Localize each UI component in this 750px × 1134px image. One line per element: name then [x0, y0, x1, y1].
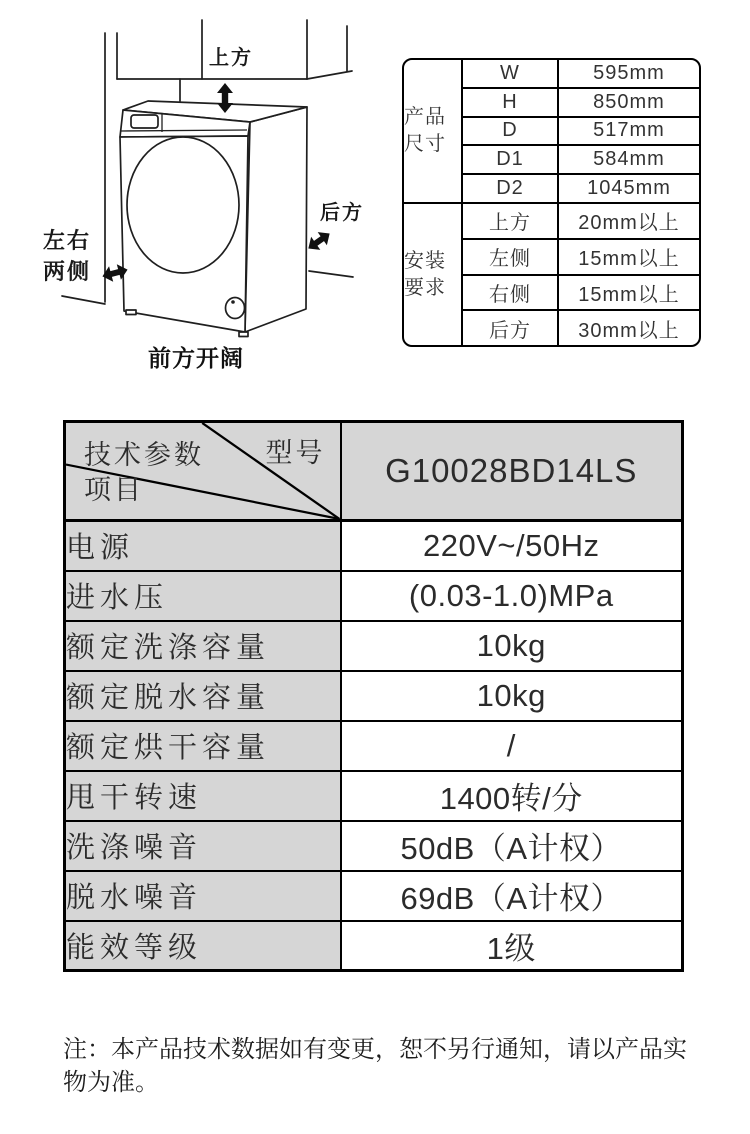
spec-value-cell: 584mm [558, 145, 699, 174]
spec-value-cell: 30mm以上 [578, 319, 680, 342]
table-row [404, 203, 699, 239]
pump-door [226, 298, 245, 319]
section-label-install-req [404, 203, 462, 345]
model-number: G10028BD14LS [341, 422, 683, 521]
spec-value-cell: 1045mm [558, 174, 699, 203]
label-front-open: 前方开阔 [148, 345, 244, 371]
param-value-cell: 69dB（A计权） [341, 871, 683, 921]
spec-value-cell: 20mm以上 [558, 203, 699, 239]
label-back-clearance: 后方 [320, 202, 364, 224]
spec-key-cell: 左侧 [462, 239, 558, 275]
spec-value-cell: 15mm以上 [558, 239, 699, 275]
table-row [65, 621, 683, 671]
header-tech-params-label: 技术参数 [84, 440, 204, 470]
table-row [65, 521, 683, 571]
header-corner-cell [65, 422, 341, 521]
clearance-arrow-back-icon [304, 227, 334, 255]
spec-key-cell: 上方 [462, 203, 558, 239]
table-row [65, 871, 683, 921]
table-header-row [65, 422, 683, 521]
table-row [65, 921, 683, 971]
param-value-cell: (0.03-1.0)MPa [341, 571, 683, 621]
spec-key-cell: W [462, 60, 558, 88]
param-label-cell: 脱水噪音 [65, 871, 341, 921]
washing-machine-drawing [120, 101, 307, 337]
param-value-cell: 50dB（A计权） [341, 821, 683, 871]
param-label-cell: 能效等级 [65, 921, 341, 971]
spec-value-cell: 517mm [558, 117, 699, 146]
param-label-cell: 额定洗涤容量 [65, 621, 341, 671]
param-label-cell: 洗涤噪音 [65, 821, 341, 871]
table-row [65, 671, 683, 721]
param-value-cell: 10kg [341, 671, 683, 721]
section-label-line: 要求 [404, 276, 446, 299]
param-value-cell: 1400转/分 [341, 771, 683, 821]
param-value-cell: / [341, 721, 683, 771]
param-value-cell: 10kg [341, 621, 683, 671]
dimension-spec-table [402, 58, 701, 347]
spec-key-cell: D2 [462, 174, 558, 203]
param-label-cell: 额定脱水容量 [65, 671, 341, 721]
spec-key-cell: D [462, 117, 558, 146]
label-side-clearance-line1: 左右 [42, 228, 92, 253]
table-row [404, 60, 699, 88]
param-label-cell: 甩干转速 [65, 771, 341, 821]
table-row [65, 721, 683, 771]
header-model-label: 型号 [265, 438, 326, 468]
spec-value-cell: 15mm以上 [558, 275, 699, 311]
installation-diagram [0, 0, 400, 380]
header-item-label: 项目 [84, 475, 144, 505]
spec-value-cell: 850mm [558, 88, 699, 117]
spec-key-cell: 后方 [462, 310, 558, 345]
spec-key-cell: H [462, 88, 558, 117]
param-value-cell: 1级 [341, 921, 683, 971]
section-label-line: 尺寸 [404, 133, 446, 156]
table-row [65, 571, 683, 621]
param-value-cell: 220V~/50Hz [341, 521, 683, 571]
section-label-product-size [404, 60, 462, 203]
label-top-clearance: 上方 [209, 47, 253, 69]
spec-key-cell: D1 [462, 145, 558, 174]
table-row [65, 821, 683, 871]
control-display [131, 115, 158, 128]
section-label-line: 产品 [404, 106, 446, 129]
door-circle [127, 137, 239, 273]
param-label-cell: 电源 [65, 521, 341, 571]
param-label-cell: 额定烘干容量 [65, 721, 341, 771]
spec-value-cell: 595mm [558, 60, 699, 88]
spec-key-cell: 右侧 [462, 275, 558, 311]
footnote: 注：本产品技术数据如有变更，恕不另行通知，请以产品实物为准。 [63, 1036, 687, 1096]
section-label-line: 安装 [404, 249, 446, 272]
label-side-clearance-line2: 两侧 [42, 259, 92, 284]
table-row [65, 771, 683, 821]
technical-params-table [63, 420, 684, 972]
param-label-cell: 进水压 [65, 571, 341, 621]
